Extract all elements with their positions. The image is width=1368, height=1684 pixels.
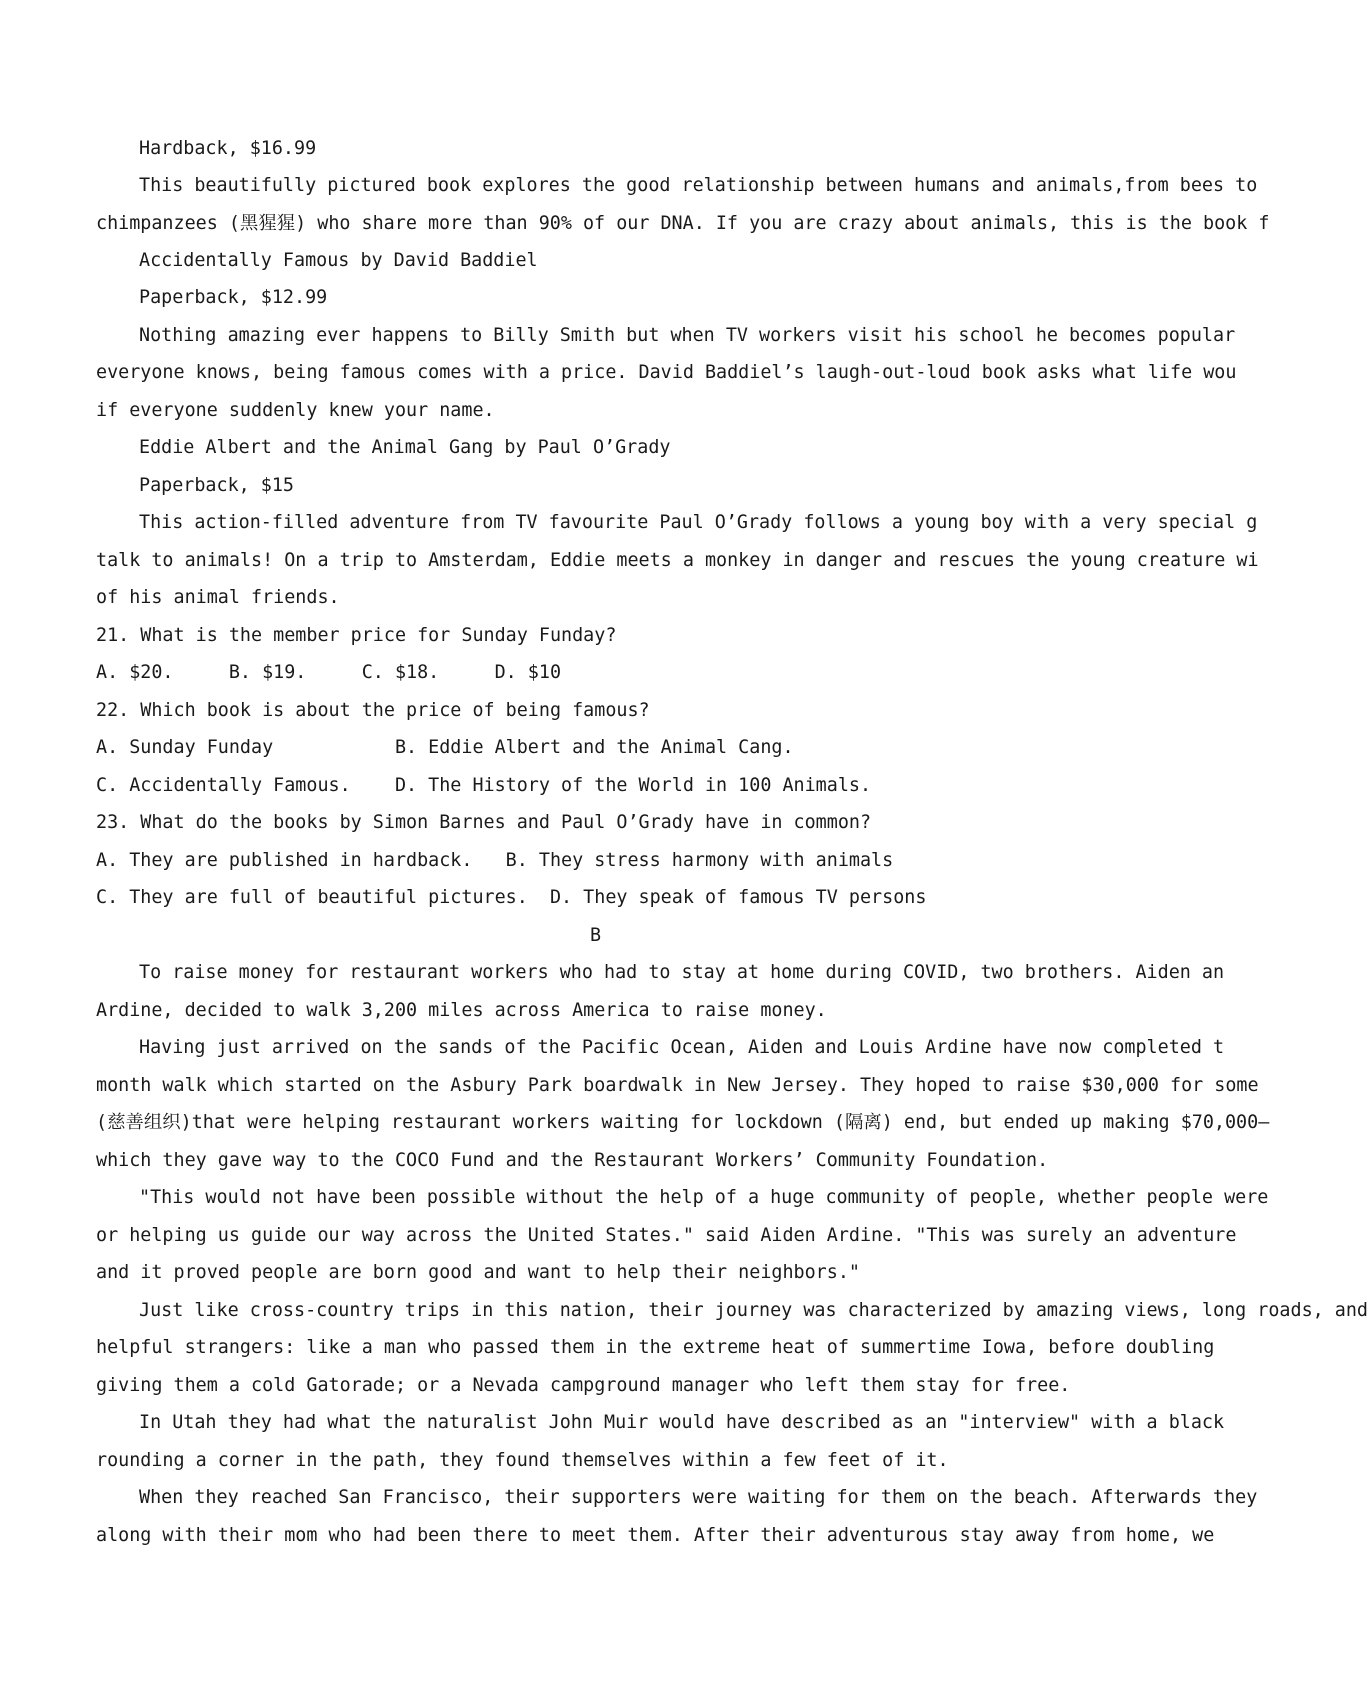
question-22-options-cd: C. Accidentally Famous. D. The History of the World in 100 Animals.: [96, 775, 872, 796]
book2-description-end: if everyone suddenly knew your name.: [96, 400, 495, 421]
passage-b-p2-cont2: (慈善组织)that were helping restaurant workers waiting for lockdown (隔离) end, but ended up making $70,000—: [96, 1112, 1270, 1133]
passage-b-p1-cont: Ardine, decided to walk 3,200 miles across America to raise money.: [96, 1000, 827, 1021]
passage-b-p3: "This would not have been possible without the help of a huge community of people, whether people were: [139, 1187, 1269, 1208]
book1-description-cont: chimpanzees (黑猩猩) who share more than 90% of our DNA. If you are crazy about animals, this is the book f: [96, 213, 1270, 234]
book3-description-cont: talk to animals! On a trip to Amsterdam, Eddie meets a monkey in danger and rescues the young creature wi: [96, 550, 1259, 571]
passage-b-p3-cont: or helping us guide our way across the United States." said Aiden Ardine. "This was surely an adventure: [96, 1225, 1237, 1246]
passage-b-p3-end: and it proved people are born good and want to help their neighbors.": [96, 1262, 860, 1283]
passage-b-p4: Just like cross-country trips in this nation, their journey was characterized by amazing views, long roads, and: [139, 1300, 1368, 1321]
question-22-options-ab: A. Sunday Funday B. Eddie Albert and the Animal Cang.: [96, 737, 794, 758]
passage-b-p1: To raise money for restaurant workers who had to stay at home during COVID, two brothers. Aiden an: [139, 962, 1225, 983]
passage-b-p2-cont: month walk which started on the Asbury Park boardwalk in New Jersey. They hoped to raise $30,000 for some: [96, 1075, 1259, 1096]
passage-b-p5-end: rounding a corner in the path, they found themselves within a few feet of it.: [96, 1450, 949, 1471]
book3-title: Eddie Albert and the Animal Gang by Paul O’Grady: [139, 437, 671, 458]
book3-description: This action-filled adventure from TV favourite Paul O’Grady follows a young boy with a very special g: [139, 512, 1258, 533]
question-21: 21. What is the member price for Sunday Funday?: [96, 625, 617, 646]
section-heading-b: B: [589, 925, 602, 946]
passage-b-p5: In Utah they had what the naturalist John Muir would have described as an "interview" with a black: [139, 1412, 1225, 1433]
question-23-options-ab: A. They are published in hardback. B. They stress harmony with animals: [96, 850, 894, 871]
passage-b-p2: Having just arrived on the sands of the Pacific Ocean, Aiden and Louis Ardine have now completed t: [139, 1037, 1225, 1058]
question-22: 22. Which book is about the price of being famous?: [96, 700, 650, 721]
passage-b-p6: When they reached San Francisco, their supporters were waiting for them on the beach. Afterwards they: [139, 1487, 1258, 1508]
book2-price: Paperback, $12.99: [139, 287, 328, 308]
book2-description: Nothing amazing ever happens to Billy Smith but when TV workers visit his school he becomes popular: [139, 325, 1236, 346]
book3-description-end: of his animal friends.: [96, 587, 340, 608]
book2-title: Accidentally Famous by David Baddiel: [139, 250, 538, 271]
passage-b-p4-cont: helpful strangers: like a man who passed them in the extreme heat of summertime Iowa, before doubling: [96, 1337, 1215, 1358]
book1-price: Hardback, $16.99: [139, 138, 317, 159]
passage-b-p6-cont: along with their mom who had been there to meet them. After their adventurous stay away from home, we: [96, 1525, 1215, 1546]
book2-description-cont: everyone knows, being famous comes with a price. David Baddiel’s laugh-out-loud book asks what life wou: [96, 362, 1237, 383]
question-23: 23. What do the books by Simon Barnes and Paul O’Grady have in common?: [96, 812, 872, 833]
book1-description: This beautifully pictured book explores the good relationship between humans and animals,from bees to: [139, 175, 1258, 196]
passage-b-p2-end: which they gave way to the COCO Fund and the Restaurant Workers’ Community Foundation.: [96, 1150, 1049, 1171]
question-23-options-cd: C. They are full of beautiful pictures. D. They speak of famous TV persons: [96, 887, 927, 908]
book3-price: Paperback, $15: [139, 475, 295, 496]
passage-b-p4-end: giving them a cold Gatorade; or a Nevada campground manager who left them stay for free.: [96, 1375, 1071, 1396]
question-21-options: A. $20. B. $19. C. $18. D. $10: [96, 662, 562, 683]
